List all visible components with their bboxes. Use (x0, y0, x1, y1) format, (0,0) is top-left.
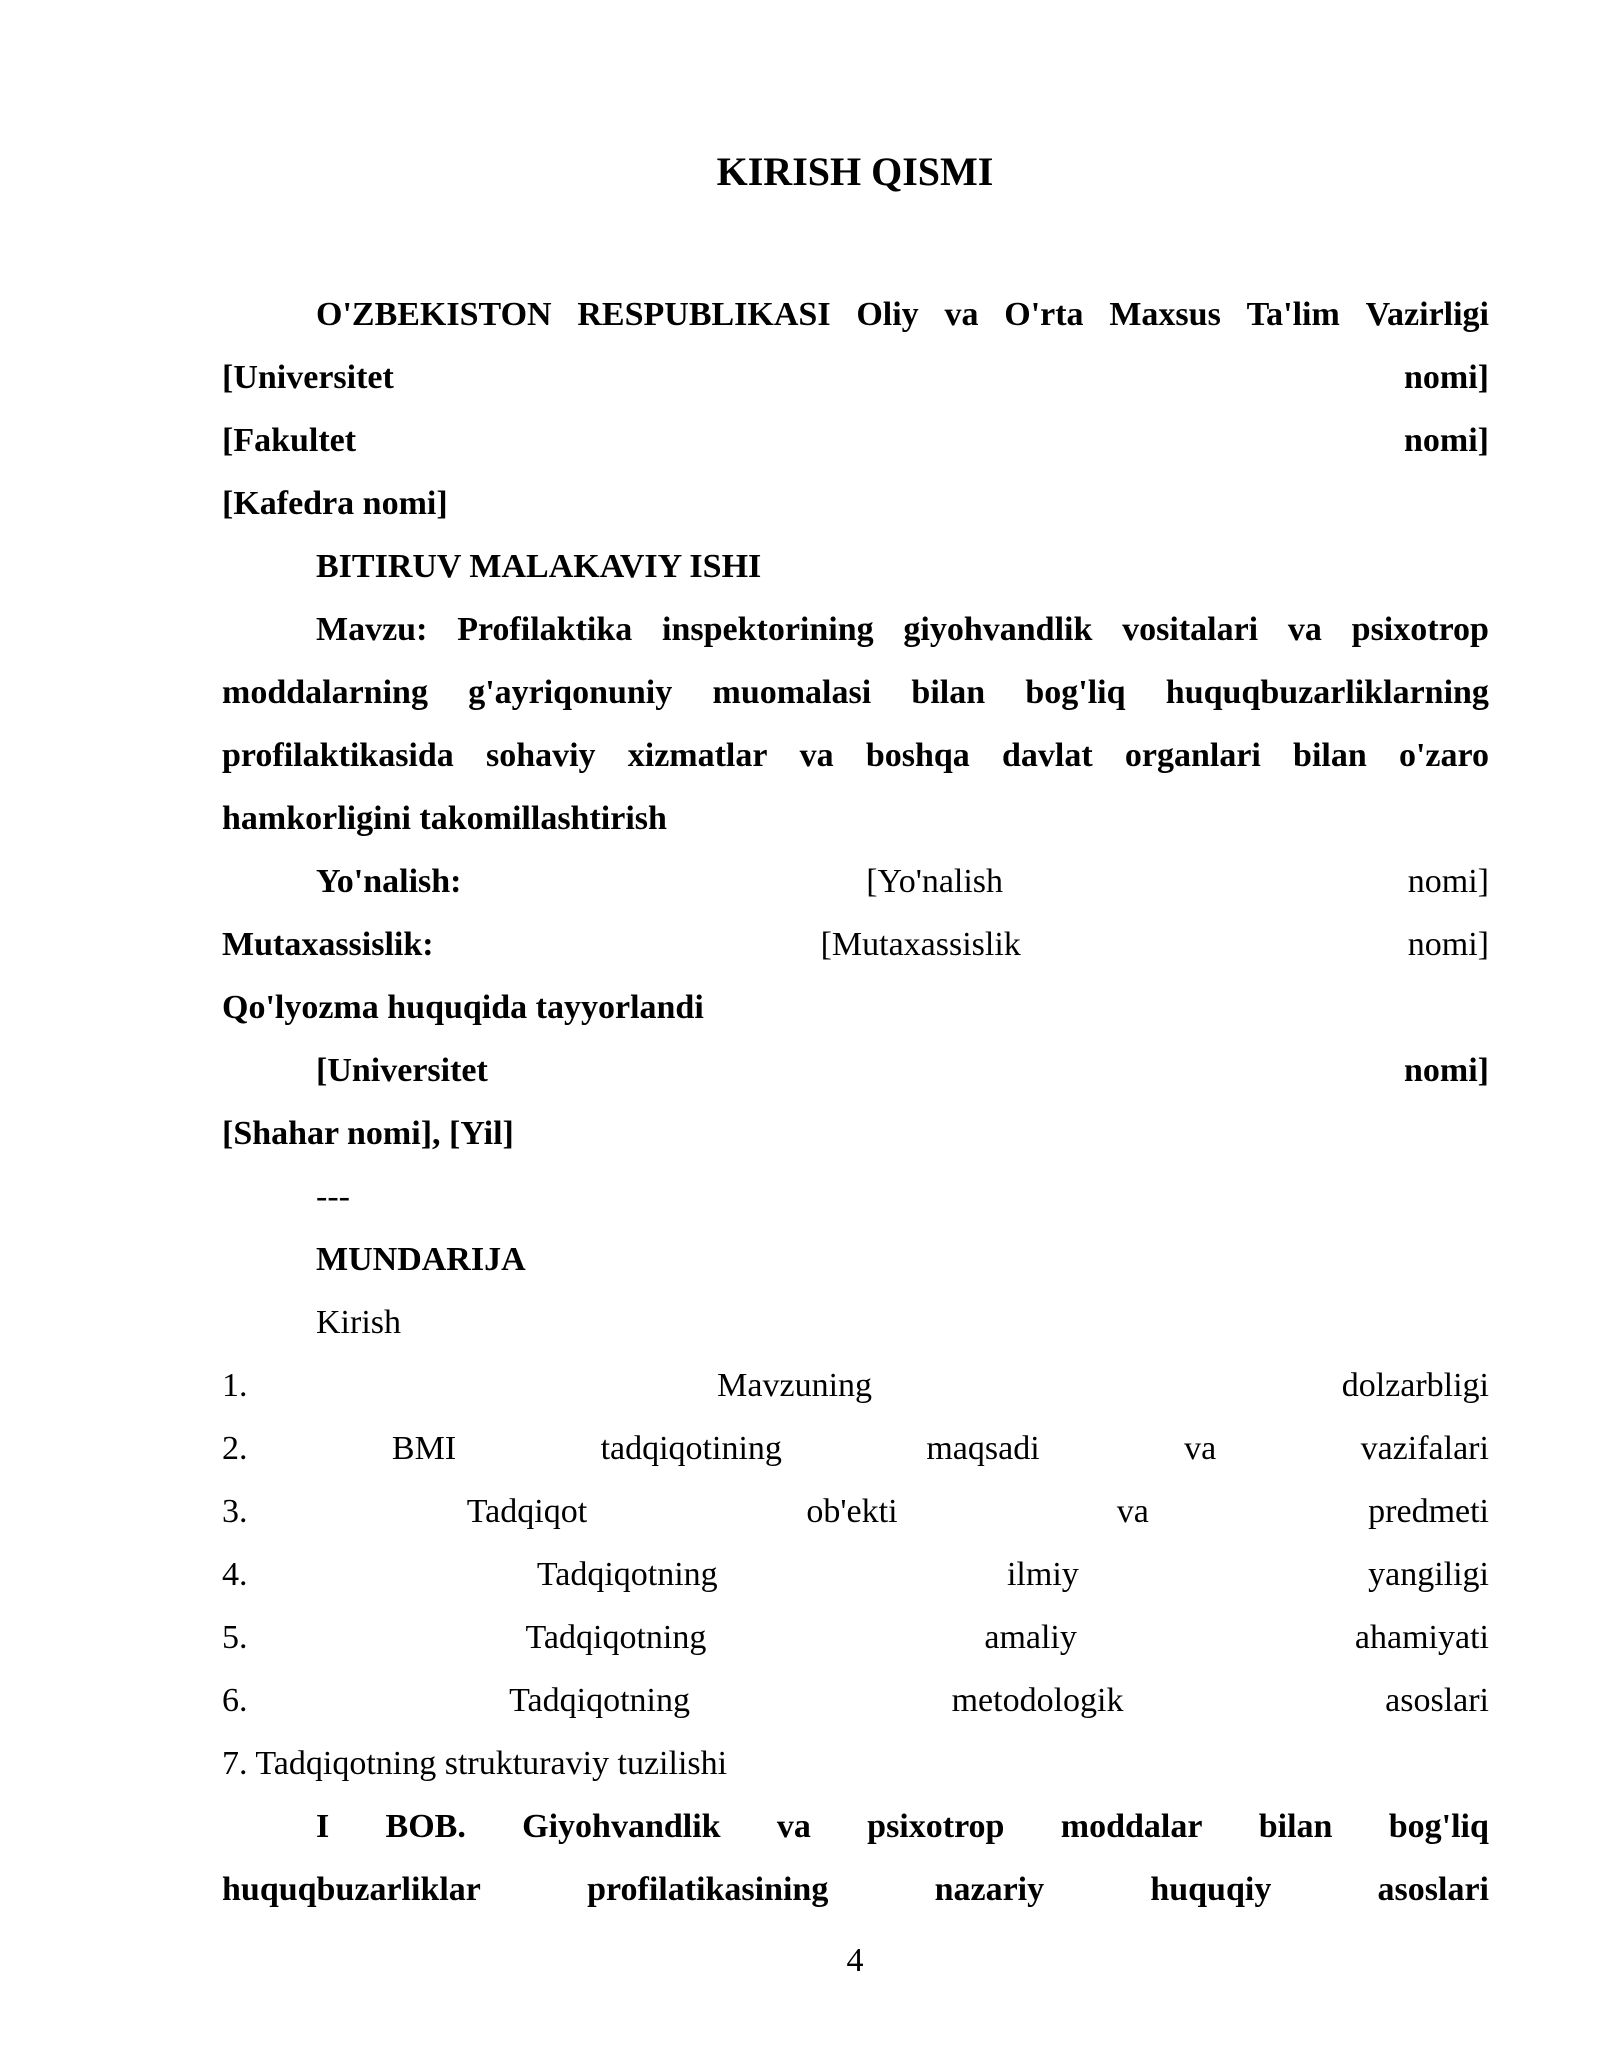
word: I (316, 1808, 330, 1845)
word: Giyohvandlik (522, 1808, 721, 1845)
word: vazifalari (1360, 1430, 1489, 1467)
word: nazariy (934, 1871, 1045, 1908)
toc-number: 1. (222, 1367, 248, 1404)
word: nomi] (1404, 422, 1489, 459)
word: Vazirligi (1365, 296, 1489, 333)
word: Tadqiqotning (525, 1619, 707, 1656)
manuscript-note: Qo'lyozma huquqida tayyorlandi (222, 989, 704, 1026)
direction-label: Yo'nalish: (316, 863, 462, 900)
direction-value: nomi] (1407, 863, 1489, 900)
department-line: [Kafedra nomi] (222, 485, 448, 522)
word: moddalarning (222, 674, 428, 711)
word: ilmiy (1006, 1556, 1079, 1593)
word: asoslari (1377, 1871, 1489, 1908)
city-year: [Shahar nomi], [Yil] (222, 1115, 514, 1152)
word: Mavzuning (717, 1367, 873, 1404)
toc-number: 3. (222, 1493, 248, 1530)
word: profilaktikasida (222, 737, 454, 774)
word: tadqiqotining (600, 1430, 782, 1467)
university-line (222, 353, 1489, 416)
word: davlat (1002, 737, 1093, 774)
word: ob'ekti (806, 1493, 898, 1530)
specialty-value: nomi] (1407, 926, 1489, 963)
word: inspektorining (662, 611, 874, 648)
toc-item (222, 1550, 1489, 1613)
word: psixotrop (867, 1808, 1005, 1845)
word: bog'liq (1025, 674, 1126, 711)
word: nomi] (1404, 1052, 1489, 1089)
word: RESPUBLIKASI (577, 296, 831, 333)
toc-number: 5. (222, 1619, 248, 1656)
faculty-line (222, 416, 1489, 479)
word: va (1184, 1430, 1217, 1467)
word: bilan (1258, 1808, 1333, 1845)
toc-item (222, 1361, 1489, 1424)
toc-item (222, 1424, 1489, 1487)
word: Profilaktika (457, 611, 633, 648)
word: [Universitet (316, 1052, 488, 1089)
word: va (1116, 1493, 1149, 1530)
toc-item-last: 7. Tadqiqotning strukturaviy tuzilishi (222, 1745, 728, 1782)
word: profilatikasining (587, 1871, 829, 1908)
page-title: KIRISH QISMI (716, 149, 994, 194)
topic-line-3 (222, 731, 1489, 794)
word: huquqbuzarliklarning (1165, 674, 1489, 711)
word: bilan (1293, 737, 1367, 774)
specialty-value: [Mutaxassislik (820, 926, 1021, 963)
word: ahamiyati (1354, 1619, 1489, 1656)
specialty-label: Mutaxassislik: (222, 926, 434, 963)
word: BOB. (385, 1808, 466, 1845)
document-body (222, 290, 1489, 1928)
toc-item (222, 1487, 1489, 1550)
direction-line (222, 857, 1489, 920)
word: g'ayriqonuniy (468, 674, 673, 711)
chapter-line-2 (222, 1865, 1489, 1928)
work-type: BITIRUV MALAKAVIY ISHI (316, 548, 762, 585)
word: o'zaro (1398, 737, 1489, 774)
page-number: 4 (846, 1942, 864, 1979)
word: amaliy (984, 1619, 1077, 1656)
word: moddalar (1060, 1808, 1203, 1845)
topic-line-2 (222, 668, 1489, 731)
word: O'ZBEKISTON (316, 296, 552, 333)
word: xizmatlar (627, 737, 768, 774)
word: maqsadi (926, 1430, 1040, 1467)
word: asoslari (1385, 1682, 1489, 1719)
specialty-line (222, 920, 1489, 983)
university-line-2 (222, 1046, 1489, 1109)
word: [Universitet (222, 359, 394, 396)
word: bog'liq (1388, 1808, 1489, 1845)
word: giyohvandlik (903, 611, 1093, 648)
word: muomalasi (712, 674, 872, 711)
direction-value: [Yo'nalish (866, 863, 1004, 900)
word: organlari (1124, 737, 1261, 774)
word: dolzarbligi (1341, 1367, 1489, 1404)
toc-number: 6. (222, 1682, 248, 1719)
word: yangiligi (1368, 1556, 1489, 1593)
word: huquqbuzarliklar (222, 1871, 481, 1908)
word: boshqa (865, 737, 970, 774)
toc-intro: Kirish (316, 1304, 401, 1341)
word: predmeti (1368, 1493, 1489, 1530)
word: bilan (911, 674, 986, 711)
word: Tadqiqotning (536, 1556, 718, 1593)
word: va (1287, 611, 1322, 648)
word: va (776, 1808, 811, 1845)
ministry-line (222, 290, 1489, 353)
word: Oliy (856, 296, 919, 333)
word: metodologik (951, 1682, 1124, 1719)
separator: --- (316, 1178, 350, 1215)
word: nomi] (1404, 359, 1489, 396)
word: Ta'lim (1246, 296, 1340, 333)
toc-number: 4. (222, 1556, 248, 1593)
word: Maxsus (1109, 296, 1221, 333)
word: vositalari (1122, 611, 1259, 648)
word: psixotrop (1351, 611, 1489, 648)
word: BMI (391, 1430, 457, 1467)
word: va (799, 737, 834, 774)
word: Tadqiqotning (509, 1682, 690, 1719)
word: va (944, 296, 979, 333)
topic-line-1 (222, 605, 1489, 668)
toc-item (222, 1613, 1489, 1676)
word: sohaviy (485, 737, 596, 774)
toc-number: 2. (222, 1430, 248, 1467)
topic-line-4: hamkorligini takomillashtirish (222, 800, 667, 837)
contents-title: MUNDARIJA (316, 1241, 526, 1278)
chapter-line-1 (222, 1802, 1489, 1865)
word: O'rta (1004, 296, 1084, 333)
toc-item (222, 1676, 1489, 1739)
word: Mavzu: (316, 611, 428, 648)
word: [Fakultet (222, 422, 357, 459)
word: Tadqiqot (466, 1493, 588, 1530)
word: huquqiy (1150, 1871, 1272, 1908)
